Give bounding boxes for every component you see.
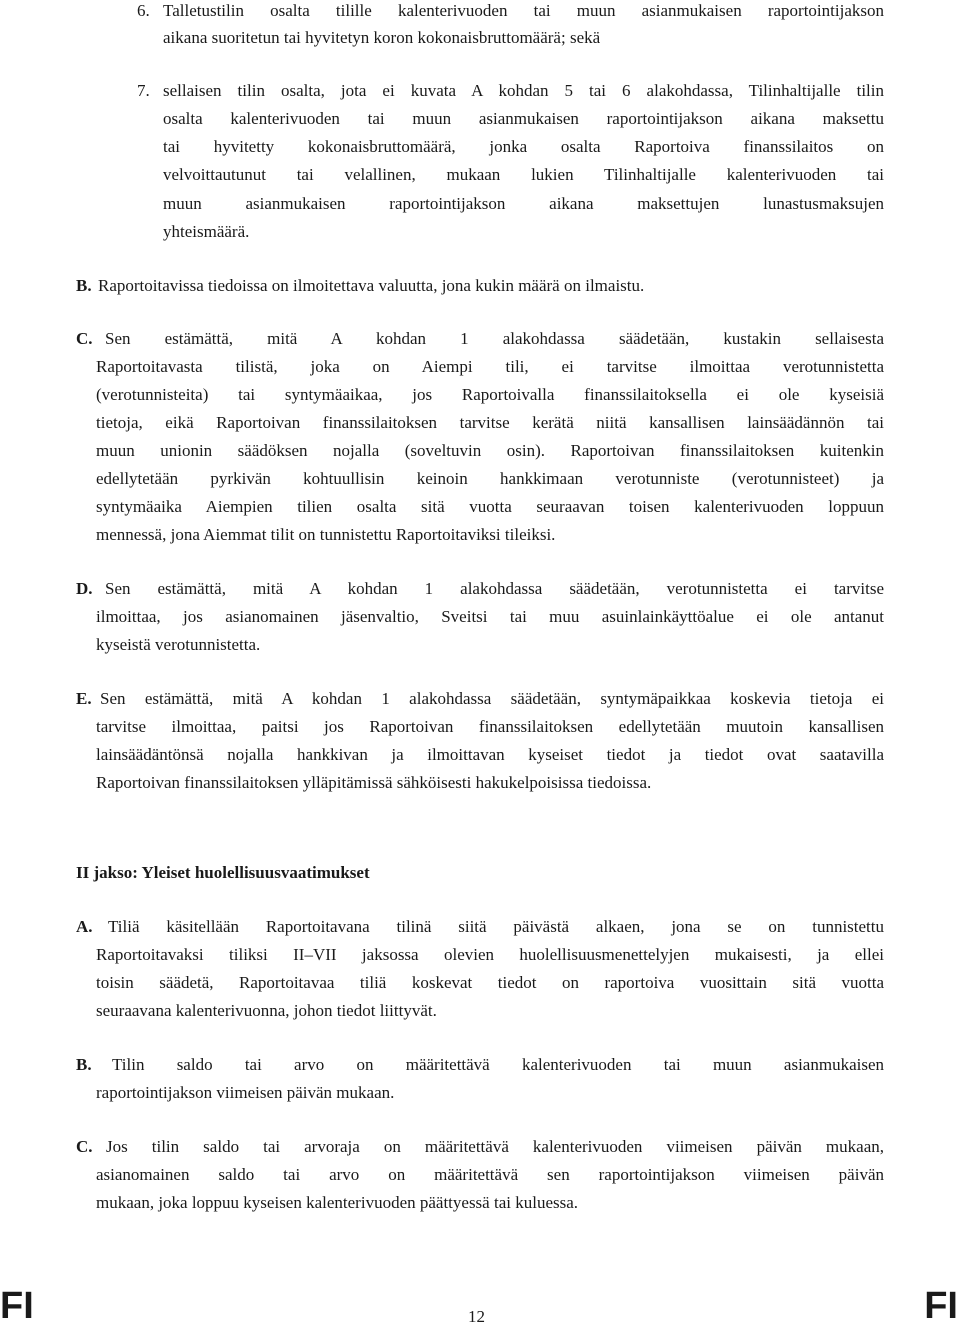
section-d-line-2: ilmoittaa, jos asianomainen jäsenvaltio, Sveitsi tai muu asuinlainkäyttöalue ei ole antanut [96, 607, 884, 626]
section-b-line-1: Raportoitavissa tiedoissa on ilmoitettava valuutta, jona kukin määrä on ilmaistu. [98, 276, 645, 295]
section-c-line-8: mennessä, jona Aiemmat tilit on tunnistettu Raportoitaviksi tileiksi. [96, 525, 556, 544]
part-2-heading: II jakso: Yleiset huolellisuusvaatimukset [76, 863, 370, 882]
section-d-line-1: Sen estämättä, mitä A kohdan 1 alakohdassa säädetään, verotunnistetta ei tarvitse [105, 579, 884, 598]
section-d-label: D. [76, 579, 93, 598]
part-2-c-line-1: Jos tilin saldo tai arvoraja on määritettävä kalenterivuoden viimeisen päivän mukaan, [106, 1137, 884, 1156]
item-7-line-5: muun asianmukaisen raportointijakson aikana maksettujen lunastusmaksujen [163, 194, 884, 213]
part-2-a-label: A. [76, 917, 93, 936]
section-c-line-2: Raportoitavasta tilistä, joka on Aiempi tili, ei tarvitse ilmoittaa verotunnistetta [96, 357, 884, 376]
part-2-c-line-3: mukaan, joka loppuu kyseisen kalenterivuoden päättyessä tai kuluessa. [96, 1193, 579, 1212]
page-number: 12 [468, 1307, 485, 1326]
section-e-label: E. [76, 689, 92, 708]
section-c-line-6: edellytetään pyrkivän kohtuullisin keinoin hankkimaan verotunniste (verotunnisteet) ja [96, 469, 884, 488]
part-2-a-line-4: seuraavana kalenterivuonna, johon tiedot liittyvät. [96, 1001, 437, 1020]
item-7-line-3: tai hyvitetty kokonaisbruttomäärä, jonka osalta Raportoiva finanssilaitos on [163, 137, 884, 156]
part-2-b-label: B. [76, 1055, 92, 1074]
part-2-a-line-3: toisin säädetä, Raportoitavaa tiliä koskevat tiedot on raportoiva vuosittain sitä vuotta [96, 973, 884, 992]
section-c-label: C. [76, 329, 93, 348]
footer-language-mark-left: FI [0, 1285, 34, 1327]
section-c-line-4: tietoja, eikä Raportoivan finanssilaitoksen tarvitse kerätä niitä kansallisen lainsäädännön tai [96, 413, 884, 432]
section-b-label: B. [76, 276, 92, 295]
part-2-b-line-2: raportointijakson viimeisen päivän mukaan. [96, 1083, 395, 1102]
section-c-line-1: Sen estämättä, mitä A kohdan 1 alakohdassa säädetään, kustakin sellaisesta [105, 329, 884, 348]
section-c-line-3: (verotunnisteita) tai syntymäaikaa, jos Raportoivalla finanssilaitoksella ei ole kyseisiä [96, 385, 884, 404]
section-e-line-3: lainsäädäntönsä nojalla hankkivan ja ilmoittavan kyseiset tiedot ja tiedot ovat saatavilla [96, 745, 884, 764]
section-e-line-1: Sen estämättä, mitä A kohdan 1 alakohdassa säädetään, syntymäpaikkaa koskevia tietoja ei [100, 689, 884, 708]
item-6-line-2: aikana suoritetun tai hyvitetyn koron kokonaisbruttomäärä; sekä [163, 28, 601, 47]
item-7-line-2: osalta kalenterivuoden tai muun asianmukaisen raportointijakson aikana maksettu [163, 109, 884, 128]
item-7-line-1: sellaisen tilin osalta, jota ei kuvata A kohdan 5 tai 6 alakohdassa, Tilinhaltijalle tilin [163, 81, 884, 100]
part-2-b-line-1: Tilin saldo tai arvo on määritettävä kalenterivuoden tai muun asianmukaisen [112, 1055, 884, 1074]
item-6-line-1: Talletustilin osalta tilille kalenterivuoden tai muun asianmukaisen raportointijakson [163, 1, 884, 20]
section-c-line-5: muun unionin säädöksen nojalla (soveltuvin osin). Raportoivan finanssilaitoksen kuitenkin [96, 441, 884, 460]
item-7-number: 7. [137, 81, 150, 100]
item-7-line-6: yhteismäärä. [163, 222, 250, 241]
section-c-line-7: syntymäaika Aiempien tilien osalta sitä vuotta seuraavan toisen kalenterivuoden loppuun [96, 497, 884, 516]
part-2-c-line-2: asianomainen saldo tai arvo on määritettävä sen raportointijakson viimeisen päivän [96, 1165, 884, 1184]
part-2-c-label: C. [76, 1137, 93, 1156]
part-2-a-line-2: Raportoitavaksi tiliksi II–VII jaksossa olevien huolellisuusmenettelyjen mukaisesti, ja ellei [96, 945, 884, 964]
item-6-number: 6. [137, 1, 150, 20]
section-e-line-4: Raportoivan finanssilaitoksen ylläpitämissä sähköisesti hakukelpoisissa tiedoissa. [96, 773, 652, 792]
section-e-line-2: tarvitse ilmoittaa, paitsi jos Raportoivan finanssilaitoksen edellytetään muutoin kansallisen [96, 717, 884, 736]
part-2-a-line-1: Tiliä käsitellään Raportoitavana tilinä siitä päivästä alkaen, jona se on tunnistettu [108, 917, 884, 936]
footer-language-mark-right: FI [924, 1285, 958, 1327]
item-7-line-4: velvoittautunut tai velallinen, mukaan lukien Tilinhaltijalle kalenterivuoden tai [163, 165, 884, 184]
section-d-line-3: kyseistä verotunnistetta. [96, 635, 261, 654]
